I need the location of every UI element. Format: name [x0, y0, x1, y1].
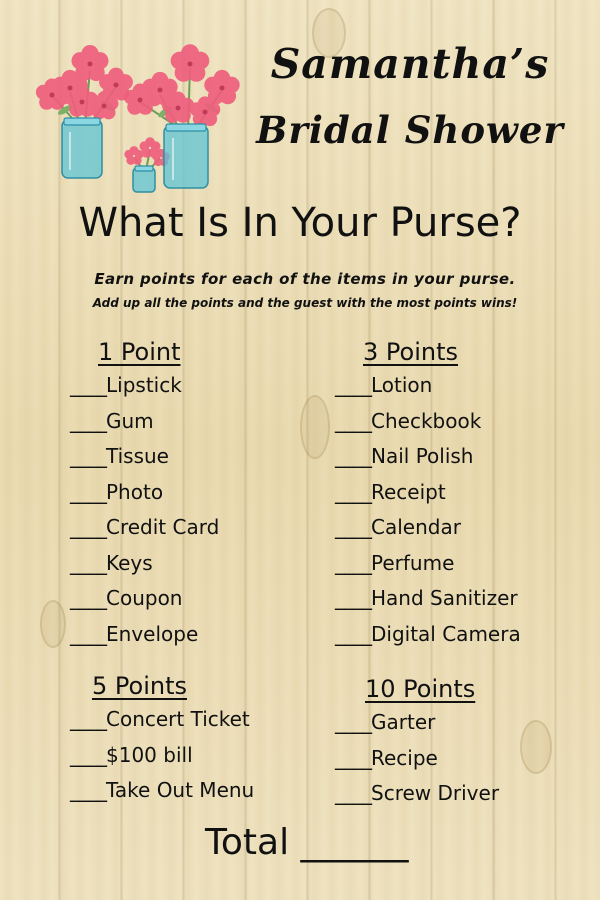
answer-blank[interactable]: ____ — [335, 479, 371, 504]
answer-blank[interactable]: ____ — [70, 586, 106, 610]
answer-blank[interactable]: ____ — [335, 621, 371, 646]
list-item — [70, 475, 219, 511]
item-label: Recipe — [371, 745, 438, 770]
item-label: Keys — [106, 550, 153, 575]
list-item — [335, 546, 521, 582]
item-label: Credit Card — [106, 515, 220, 539]
item-label: Lotion — [371, 373, 433, 397]
answer-blank[interactable]: ____ — [335, 408, 371, 433]
list-item — [335, 705, 499, 741]
item-list — [335, 705, 499, 812]
answer-blank[interactable]: ____ — [335, 586, 371, 610]
section-title: 10 Points — [365, 675, 476, 703]
answer-blank[interactable]: ____ — [70, 550, 106, 575]
section-1-point — [70, 338, 219, 652]
list-item — [335, 741, 499, 777]
list-item — [70, 617, 219, 653]
event-title: Bridal Shower — [256, 108, 564, 152]
game-title: What Is In Your Purse? — [78, 200, 522, 246]
section-title: 1 Point — [98, 338, 181, 366]
list-item — [70, 368, 219, 404]
item-label: Concert Ticket — [106, 707, 250, 731]
item-label: $100 bill — [106, 742, 193, 767]
item-label: Lipstick — [106, 373, 182, 397]
list-item — [70, 404, 219, 440]
item-label: Checkbook — [371, 408, 482, 433]
section-5-points — [70, 672, 254, 809]
section-title: 3 Points — [363, 338, 458, 366]
item-label: Gum — [106, 408, 154, 433]
answer-blank[interactable]: ____ — [335, 781, 371, 805]
list-item — [70, 738, 254, 774]
item-label: Take Out Menu — [106, 778, 255, 802]
instructions-line-1: Earn points for each of the items in your purse. — [94, 270, 516, 288]
item-label: Digital Camera — [371, 621, 521, 646]
list-item — [335, 581, 521, 617]
item-label: Nail Polish — [371, 444, 474, 468]
item-list — [335, 368, 521, 652]
answer-blank[interactable]: ____ — [335, 550, 371, 575]
answer-blank[interactable]: ____ — [70, 778, 106, 802]
item-label: Receipt — [371, 479, 446, 504]
answer-blank[interactable]: ____ — [70, 444, 106, 468]
answer-blank[interactable]: ____ — [70, 707, 106, 731]
list-item — [335, 368, 521, 404]
total-label: Total — [205, 822, 290, 863]
list-item — [335, 404, 521, 440]
answer-blank[interactable]: ____ — [70, 408, 106, 433]
instructions-line-2: Add up all the points and the guest with the most points wins! — [92, 296, 518, 310]
list-item — [70, 581, 219, 617]
total-line — [205, 822, 409, 863]
answer-blank[interactable]: ____ — [335, 710, 371, 734]
wood-knot — [520, 720, 552, 774]
item-label: Coupon — [106, 586, 183, 610]
answer-blank[interactable]: ____ — [70, 479, 106, 504]
answer-blank[interactable]: ____ — [70, 742, 106, 767]
item-label: Screw Driver — [371, 781, 500, 805]
section-title: 5 Points — [92, 672, 187, 700]
bride-name: Samantha’s — [270, 40, 550, 88]
item-label: Garter — [371, 710, 436, 734]
item-label: Perfume — [371, 550, 455, 575]
list-item — [335, 510, 521, 546]
answer-blank[interactable]: ____ — [70, 373, 106, 397]
list-item — [70, 510, 219, 546]
section-10-points — [335, 675, 499, 812]
item-label: Hand Sanitizer — [371, 586, 518, 610]
list-item — [335, 475, 521, 511]
list-item — [70, 546, 219, 582]
wood-knot — [40, 600, 66, 648]
section-3-points — [335, 338, 521, 652]
list-item — [335, 439, 521, 475]
answer-blank[interactable]: ____ — [70, 515, 106, 539]
total-blank[interactable]: ______ — [300, 822, 409, 863]
item-label: Calendar — [371, 515, 461, 539]
answer-blank[interactable]: ____ — [335, 444, 371, 468]
list-item — [70, 702, 254, 738]
answer-blank[interactable]: ____ — [335, 745, 371, 770]
wood-knot — [300, 395, 330, 459]
item-list — [70, 368, 219, 652]
item-label: Envelope — [106, 621, 199, 646]
item-label: Tissue — [106, 444, 169, 468]
item-label: Photo — [106, 479, 164, 504]
item-list — [70, 702, 254, 809]
list-item — [335, 776, 499, 812]
flowers-in-mason-jars-image — [30, 40, 250, 195]
list-item — [335, 617, 521, 653]
answer-blank[interactable]: ____ — [335, 373, 371, 397]
answer-blank[interactable]: ____ — [70, 621, 106, 646]
list-item — [70, 773, 254, 809]
answer-blank[interactable]: ____ — [335, 515, 371, 539]
list-item — [70, 439, 219, 475]
